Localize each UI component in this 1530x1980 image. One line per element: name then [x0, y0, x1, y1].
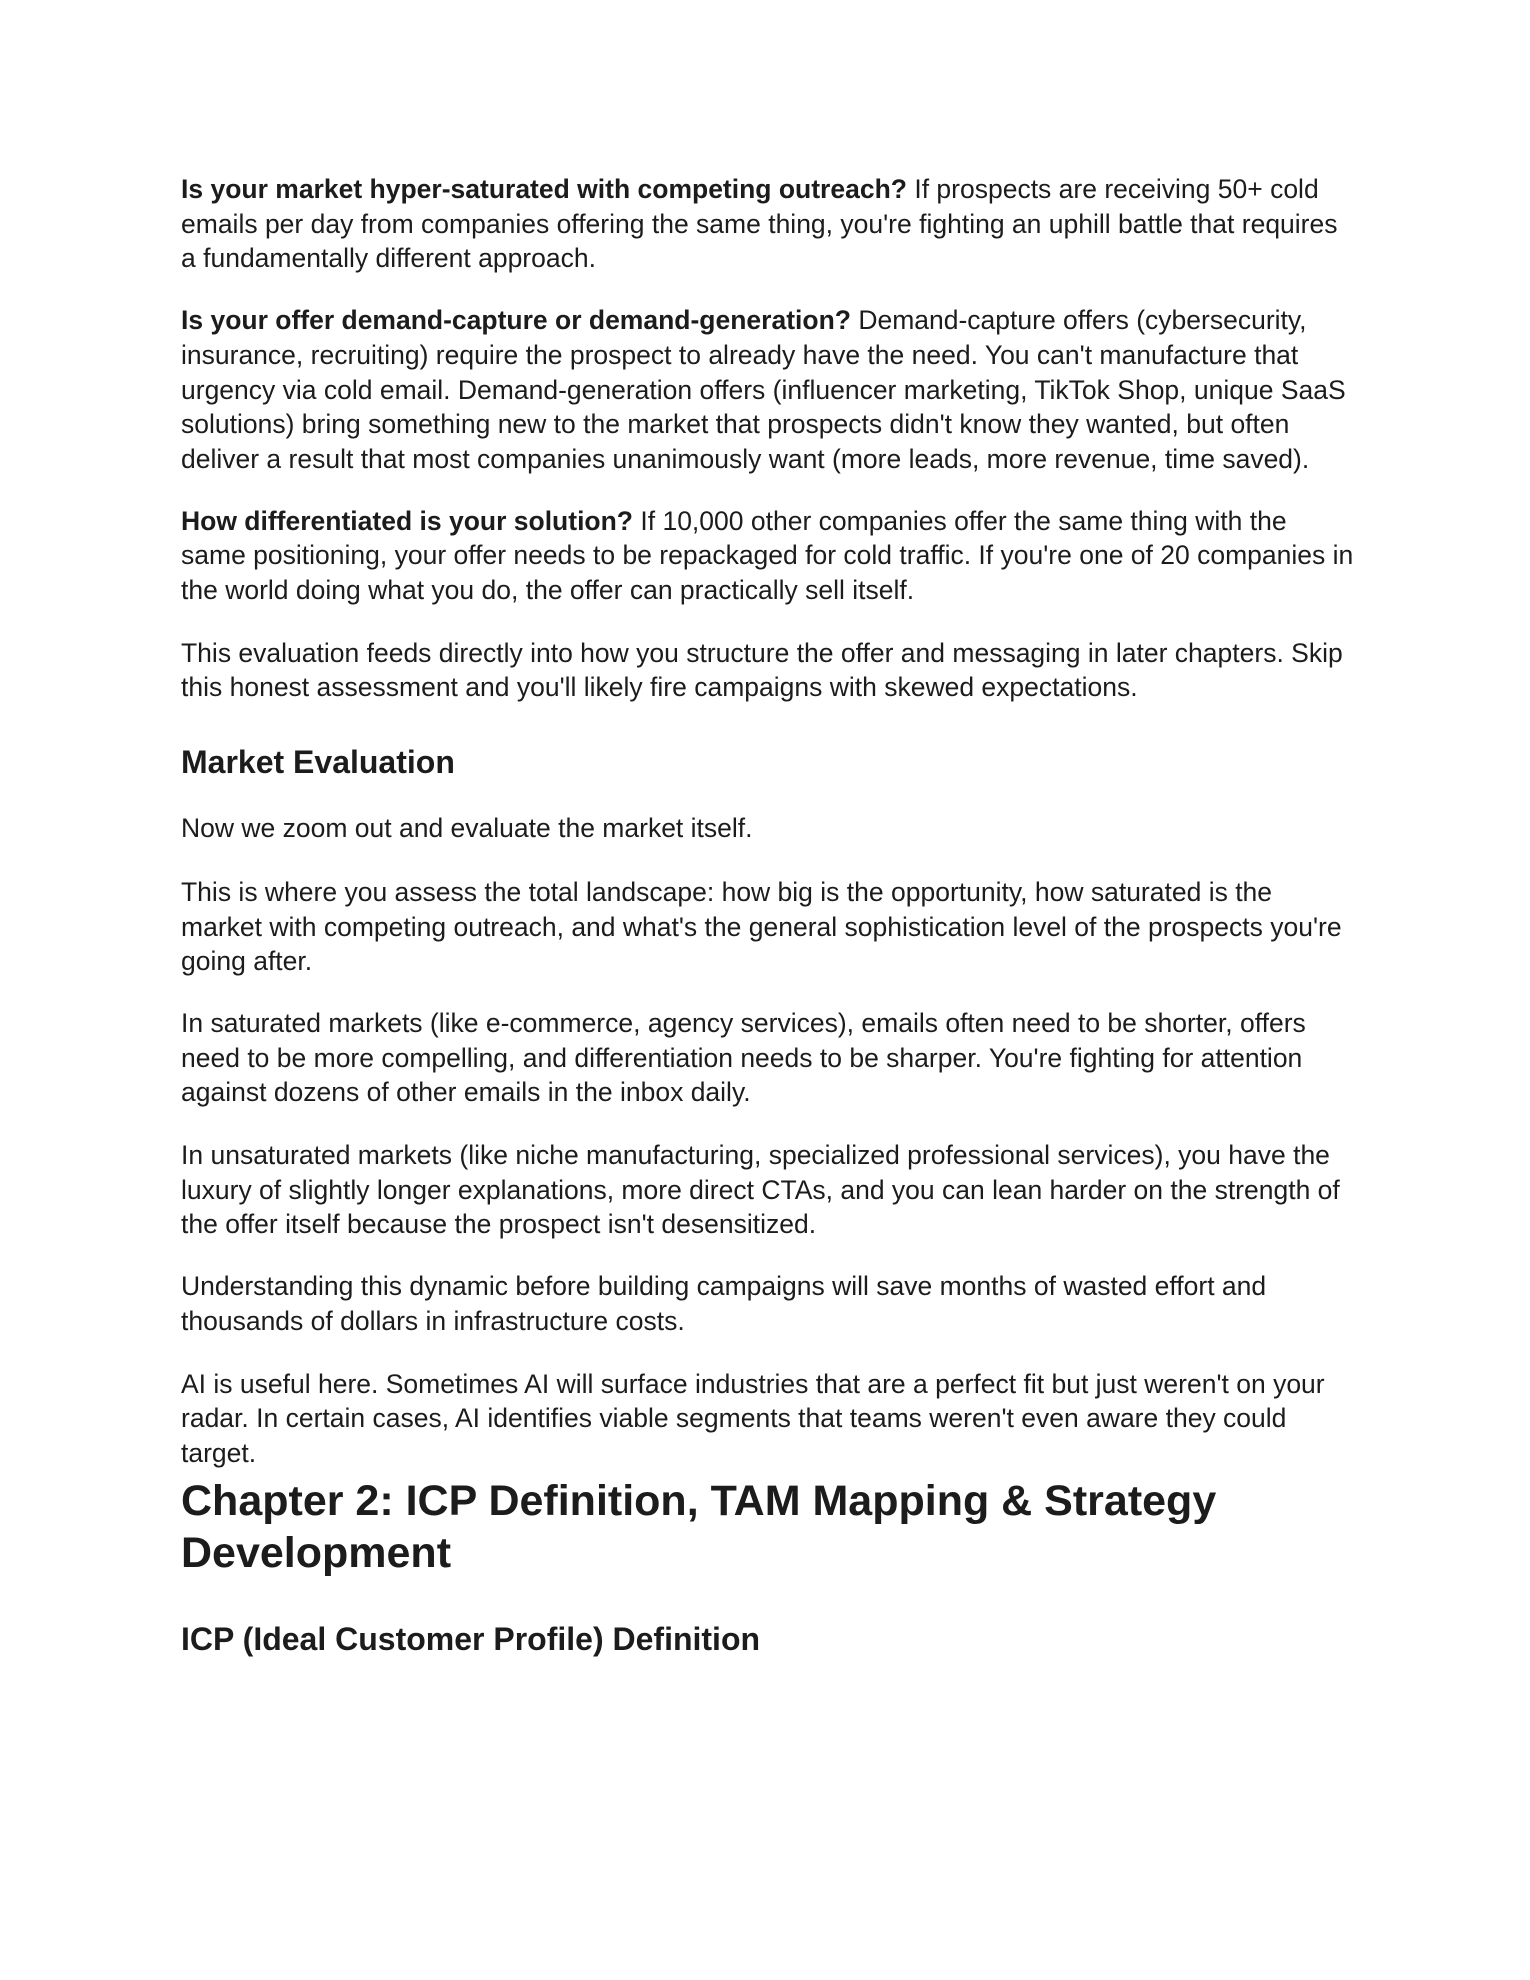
question-demand-type: Is your offer demand-capture or demand-generation? — [181, 305, 851, 336]
paragraph-unsaturated-markets: In unsaturated markets (like niche manufacturing, specialized professional services), you have the luxury of slightly longer explanations, more direct CTAs, and you can lean harder on the strength of the offer itself because the prospect isn't desensitized. — [181, 1140, 1340, 1240]
paragraph-ai-useful: AI is useful here. Sometimes AI will surface industries that are a perfect fit but just weren't on your radar. In certain cases, AI identifies viable segments that teams weren't even aware they could target. — [181, 1368, 1325, 1468]
answer-differentiation: If 10,000 other companies offer the same thing with the same positioning, your offer needs to be repackaged for cold traffic. If you're one of 20 companies in the world doing what you do, the offer can practically sell itself. — [181, 505, 1354, 606]
heading-market-evaluation: Market Evaluation — [181, 744, 455, 781]
question-market-saturation: Is your market hyper-saturated with competing outreach? — [181, 174, 907, 204]
answer-demand-type: Demand-capture offers (cybersecurity, insurance, recruiting) require the prospect to already have the need. You can't manufacture that urgency via cold email. Demand-generation offers (influencer marketing, TikTok Shop, unique SaaS solutions) bring something new to the market that prospects didn't know they wanted, but often deliver a result that most companies unanimously want (more leads, more revenue, time saved). — [181, 305, 1346, 474]
paragraph-total-landscape: This is where you assess the total landscape: how big is the opportunity, how saturated is the market with competing outreach, and what's the general sophistication level of the prospects you're going after. — [181, 876, 1342, 977]
paragraph-demand-type — [181, 303, 1356, 477]
paragraph-saturated-markets: In saturated markets (like e-commerce, agency services), emails often need to be shorter, offers need to be more compelling, and differentiation needs to be sharper. You're fighting for attention against dozens of other emails in the inbox daily. — [181, 1007, 1306, 1108]
paragraph-zoom-out: Now we zoom out and evaluate the market itself. — [181, 813, 753, 844]
paragraph-evaluation-feeds: This evaluation feeds directly into how you structure the offer and messaging in later chapters. Skip this honest assessment and you'll likely fire campaigns with skewed expectations. — [181, 637, 1343, 703]
answer-market-saturation: If prospects are receiving 50+ cold emails per day from companies offering the same thing, you're fighting an uphill battle that requires a fundamentally different approach. — [181, 174, 1338, 274]
paragraph-market-saturation — [181, 172, 1356, 276]
heading-icp-definition: ICP (Ideal Customer Profile) Definition — [181, 1620, 761, 1657]
paragraph-understanding-dynamic: Understanding this dynamic before building campaigns will save months of wasted effort and thousands of dollars in infrastructure costs. — [181, 1271, 1267, 1336]
document-page — [181, 172, 1356, 1659]
chapter-title: Chapter 2: ICP Definition, TAM Mapping & Strategy Development — [181, 1476, 1217, 1577]
question-differentiation: How differentiated is your solution? — [181, 505, 633, 536]
paragraph-differentiation — [181, 504, 1356, 608]
